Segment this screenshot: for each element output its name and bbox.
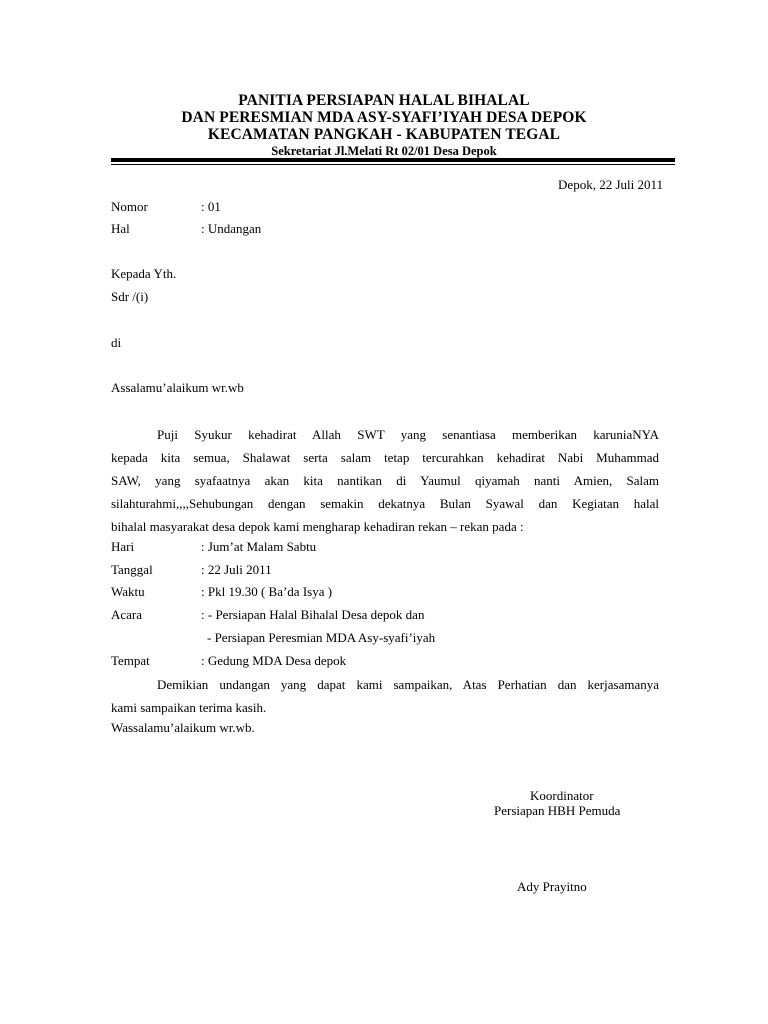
greeting: Assalamu’alaikum wr.wb	[111, 380, 244, 395]
letter-date: Depok, 22 Juli 2011	[558, 177, 663, 192]
signature-title: Koordinator	[530, 788, 594, 803]
detail-value-hari: : Jum’at Malam Sabtu	[201, 539, 317, 554]
detail-value-acara: : - Persiapan Halal Bihalal Desa depok dan	[201, 607, 425, 622]
closing-line: Demikian undangan yang dapat kami sampaikan, Atas Perhatian dan kerjasamanya	[157, 677, 659, 692]
body-line: kepada kita semua, Shalawat serta salam tetap tercurahkan kehadirat Nabi Muhammad	[111, 450, 659, 465]
detail-value-waktu: : Pkl 19.30 ( Ba’da Isya )	[201, 584, 333, 599]
detail-value-tempat: : Gedung MDA Desa depok	[201, 653, 347, 668]
nomor-label: Nomor	[111, 199, 148, 214]
header-divider-thick	[111, 158, 675, 162]
detail-label-acara: Acara	[111, 607, 143, 622]
letterhead-line-1: PANITIA PERSIAPAN HALAL BIHALAL	[238, 92, 530, 109]
body-paragraph	[111, 423, 659, 538]
closing-paragraph	[111, 673, 659, 719]
detail-label-tempat: Tempat	[111, 653, 150, 668]
body-line: Puji Syukur kehadirat Allah SWT yang senantiasa memberikan karuniaNYA	[157, 427, 659, 442]
detail-label-tanggal: Tanggal	[111, 562, 153, 577]
hal-label: Hal	[111, 221, 130, 236]
body-line: silahturahmi,,,,Sehubungan dengan semakin dekatnya Bulan Syawal dan Kegiatan halal	[111, 496, 659, 511]
signature-name: Ady Prayitno	[517, 879, 587, 894]
detail-label-waktu: Waktu	[111, 584, 145, 599]
recipient-line-2: Sdr /(i)	[111, 289, 149, 304]
body-line: SAW, yang syafaatnya akan kita nantikan di Yaumul qiyamah nanti Amien, Salam	[111, 473, 659, 488]
detail-label-hari: Hari	[111, 539, 135, 554]
detail-value-tanggal: : 22 Juli 2011	[201, 562, 272, 577]
body-line: bihalal masyarakat desa depok kami mengharap kehadiran rekan – rekan pada :	[111, 519, 524, 534]
letterhead	[0, 92, 768, 159]
signature-org: Persiapan HBH Pemuda	[494, 803, 621, 818]
letterhead-line-3: KECAMATAN PANGKAH - KABUPATEN TEGAL	[207, 126, 561, 143]
closing-salam: Wassalamu’alaikum wr.wb.	[111, 720, 255, 735]
header-divider-thin	[111, 164, 675, 165]
hal-value: : Undangan	[201, 221, 262, 236]
letterhead-line-2: DAN PERESMIAN MDA ASY-SYAFI’IYAH DESA DEPOK	[181, 109, 587, 126]
nomor-value: : 01	[201, 199, 221, 214]
recipient-line-3: di	[111, 335, 122, 350]
letterhead-address: Sekretariat Jl.Melati Rt 02/01 Desa Depok	[271, 144, 497, 158]
closing-line: kami sampaikan terima kasih.	[111, 700, 267, 715]
recipient-line-1: Kepada Yth.	[111, 266, 177, 281]
detail-value-acara-2: - Persiapan Peresmian MDA Asy-syafi’iyah	[207, 630, 436, 645]
